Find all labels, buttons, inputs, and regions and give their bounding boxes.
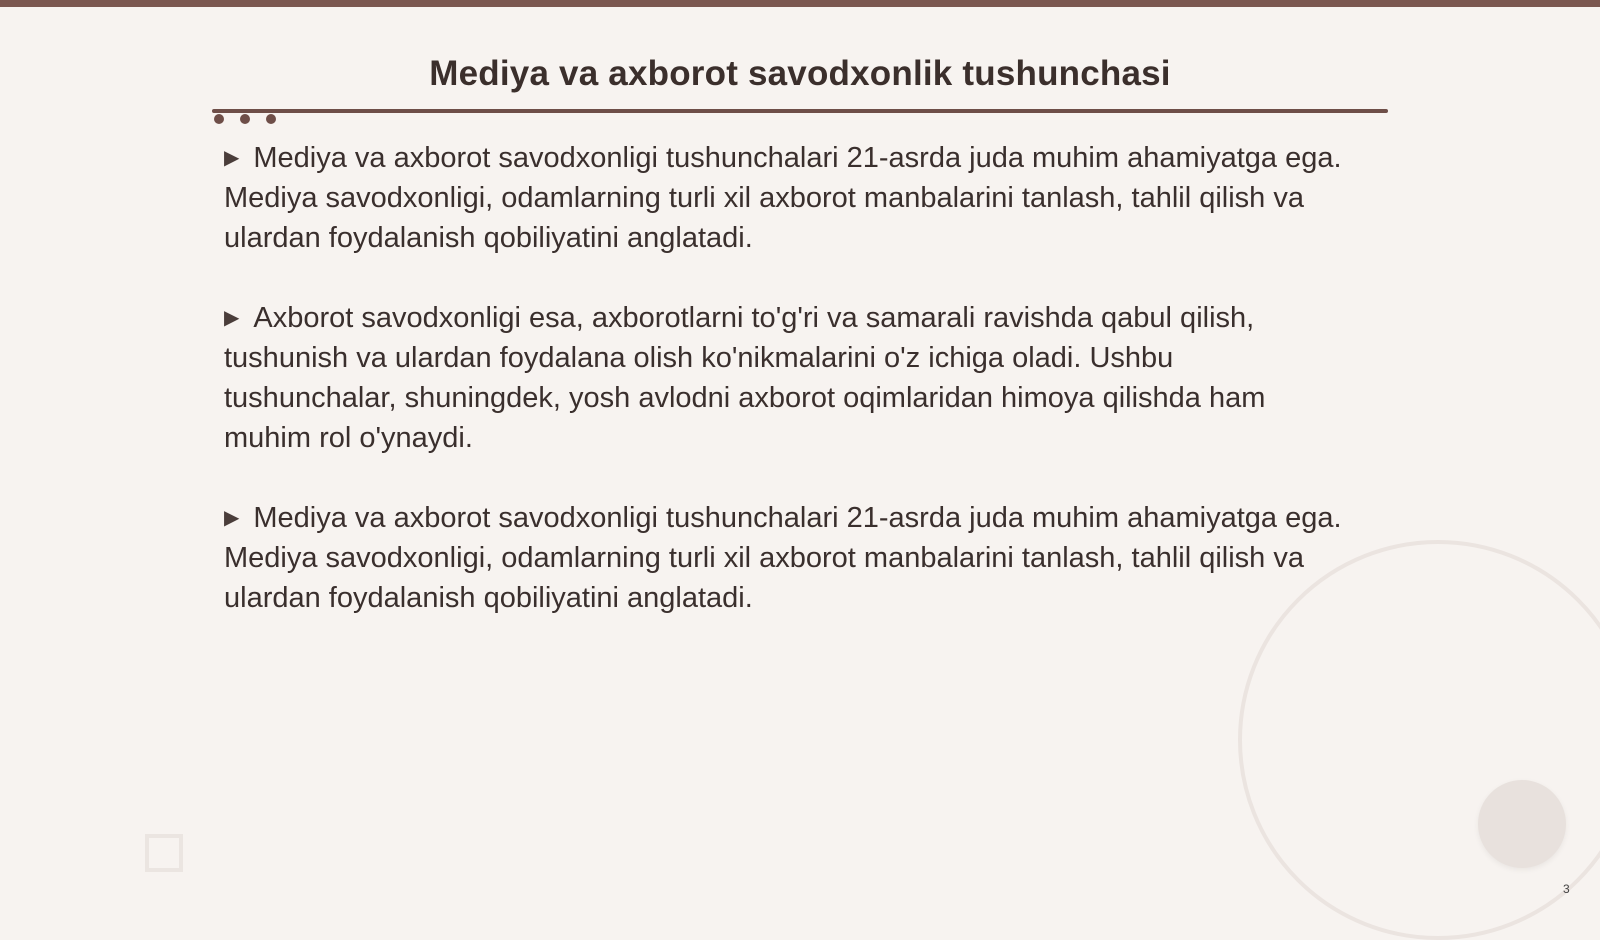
top-accent-bar bbox=[0, 0, 1600, 7]
decoration-dot bbox=[240, 114, 250, 124]
decoration-dot bbox=[266, 114, 276, 124]
bullet-text: Mediya va axborot savodxonligi tushunchalari 21-asrda juda muhim ahamiyatga ega. Mediya savodxonligi, odamlarning turli xil axborot manbalarini tanlash, tahlil qilish va ulardan foydalanish qobiliyatini anglatadi. bbox=[224, 142, 1342, 254]
bullet-item bbox=[224, 298, 1344, 458]
play-arrow-icon: ▶ bbox=[224, 147, 240, 169]
decorative-disc bbox=[1478, 780, 1566, 868]
decoration-dot bbox=[214, 114, 224, 124]
decorative-square bbox=[145, 834, 183, 872]
title-underline bbox=[212, 109, 1388, 113]
bullet-text: Axborot savodxonligi esa, axborotlarni to'g'ri va samarali ravishda qabul qilish, tushunish va ulardan foydalana olish ko'nikmalarini o'z ichiga oladi. Ushbu tushunchalar, shuningdek, yosh avlodni axborot oqimlaridan himoya qilishda ham muhim rol o'ynaydi. bbox=[224, 302, 1266, 454]
play-arrow-icon: ▶ bbox=[224, 507, 240, 529]
bullet-list bbox=[224, 138, 1344, 658]
bullet-text: Mediya va axborot savodxonligi tushunchalari 21-asrda juda muhim ahamiyatga ega. Mediya savodxonligi, odamlarning turli xil axborot manbalarini tanlash, tahlil qilish va ulardan foydalanish qobiliyatini anglatadi. bbox=[224, 502, 1342, 614]
page-number: 3 bbox=[1563, 882, 1570, 896]
play-arrow-icon: ▶ bbox=[224, 307, 240, 329]
bullet-item bbox=[224, 138, 1344, 258]
title-decoration-dots bbox=[214, 114, 276, 124]
slide-title: Mediya va axborot savodxonlik tushunchasi bbox=[429, 54, 1171, 93]
bullet-item bbox=[224, 498, 1344, 618]
